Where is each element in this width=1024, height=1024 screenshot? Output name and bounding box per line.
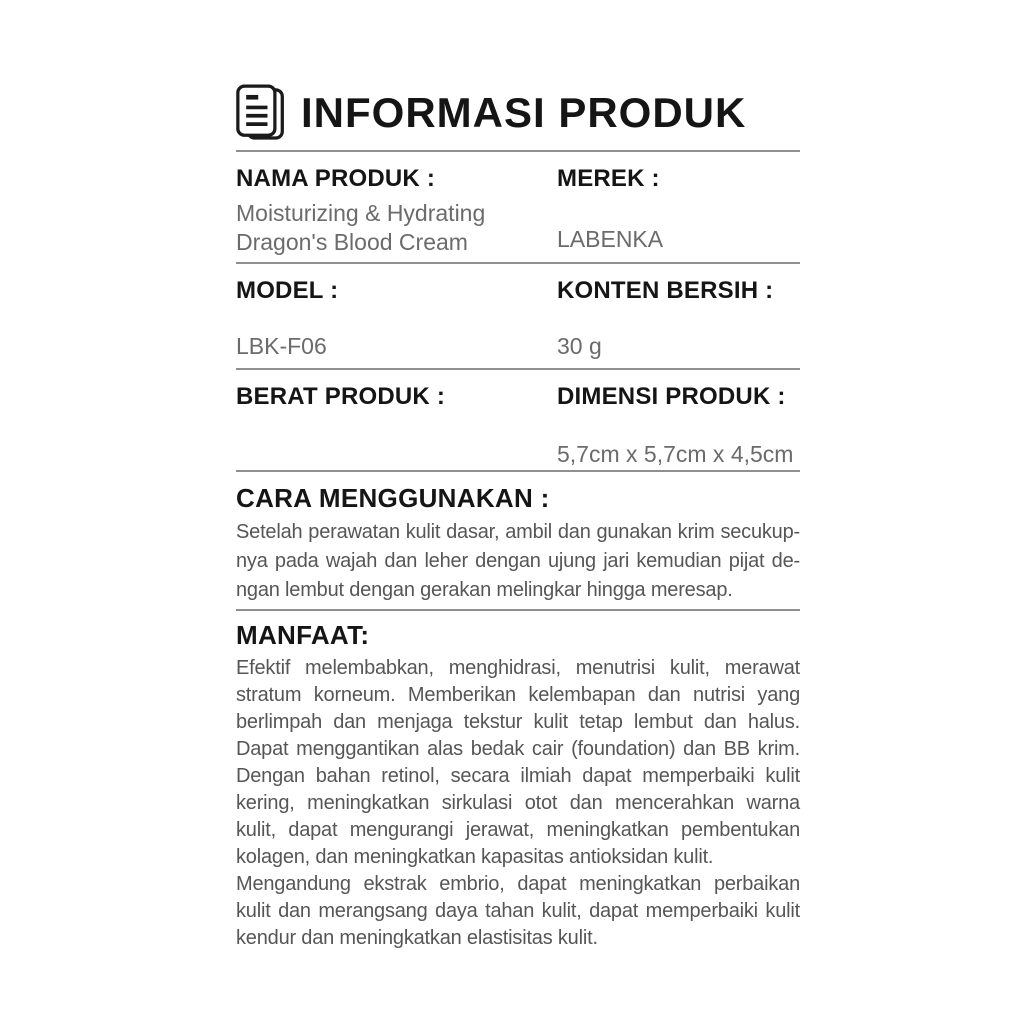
benefits-text-line: kolagen, dan meningkatkan kapasitas antioksidan kulit. [236,846,714,868]
benefits-text-line: berlimpah dan menjaga tekstur kulit tetap lembut dan halus. [236,711,800,733]
usage-section [236,472,800,609]
spec-label-berat-produk: BERAT PRODUK : [236,383,446,410]
spec-cell-dimensions [557,382,800,470]
spec-value-product-name-line2: Dragon's Blood Cream [236,229,468,255]
spec-value-dimensions: 5,7cm x 5,7cm x 4,5cm [557,441,794,467]
benefits-text-line: Mengandung ekstrak embrio, dapat meningkatkan perbaikan [236,873,800,895]
benefits-heading: MANFAAT: [236,620,370,650]
benefits-text-line: stratum korneum. Memberikan kelembapan dan nutrisi yang [236,684,800,706]
document-icon [236,84,286,142]
spec-label-konten-bersih: KONTEN BERSIH : [557,277,774,304]
spec-cell-product-name [236,164,557,262]
spec-value-model: LBK-F06 [236,333,327,359]
spec-row-model-content [236,264,800,368]
benefits-text-line: kering, meningkatkan sirkulasi otot dan mencerahkan warna [236,792,800,814]
header [236,84,800,142]
page-title: INFORMASI PRODUK [301,89,747,136]
spec-row-name-brand [236,152,800,262]
benefits-text-line: Dengan bahan retinol, secara ilmiah dapat memperbaiki kulit [236,765,800,787]
benefits-section [236,611,800,952]
usage-text-line: Setelah perawatan kulit dasar, ambil dan gunakan krim secukup- [236,521,800,543]
benefits-text-line: Efektif melembabkan, menghidrasi, menutrisi kulit, merawat [236,657,800,679]
benefits-text-line: kulit, dapat mengurangi jerawat, meningkatkan pembentukan [236,819,800,841]
spec-cell-net-content [557,276,800,368]
product-info-sheet [236,84,800,952]
spec-label-merek: MEREK : [557,165,660,192]
spec-label-model: MODEL : [236,277,339,304]
benefits-text-line: Dapat menggantikan alas bedak cair (foundation) dan BB krim. [236,738,800,760]
spec-value-net-content: 30 g [557,333,602,359]
spec-label-nama-produk: NAMA PRODUK : [236,165,436,192]
spec-label-dimensi-produk: DIMENSI PRODUK : [557,383,786,410]
benefits-text-line: kulit dan merangsang daya tahan kulit, dapat memperbaiki kulit [236,900,800,922]
spec-value-product-name-line1: Moisturizing & Hydrating [236,200,486,226]
spec-row-weight-dimensions [236,370,800,470]
spec-cell-weight [236,382,557,470]
usage-text-line: nya pada wajah dan leher dengan ujung jari kemudian pijat de- [236,550,800,572]
spec-value-brand: LABENKA [557,226,664,252]
usage-heading: CARA MENGGUNAKAN : [236,483,550,513]
benefits-text-line: kendur dan meningkatkan elastisitas kulit. [236,927,598,949]
usage-text-line: ngan lembut dengan gerakan melingkar hingga meresap. [236,579,733,601]
spec-cell-brand [557,164,800,262]
spec-cell-model [236,276,557,368]
